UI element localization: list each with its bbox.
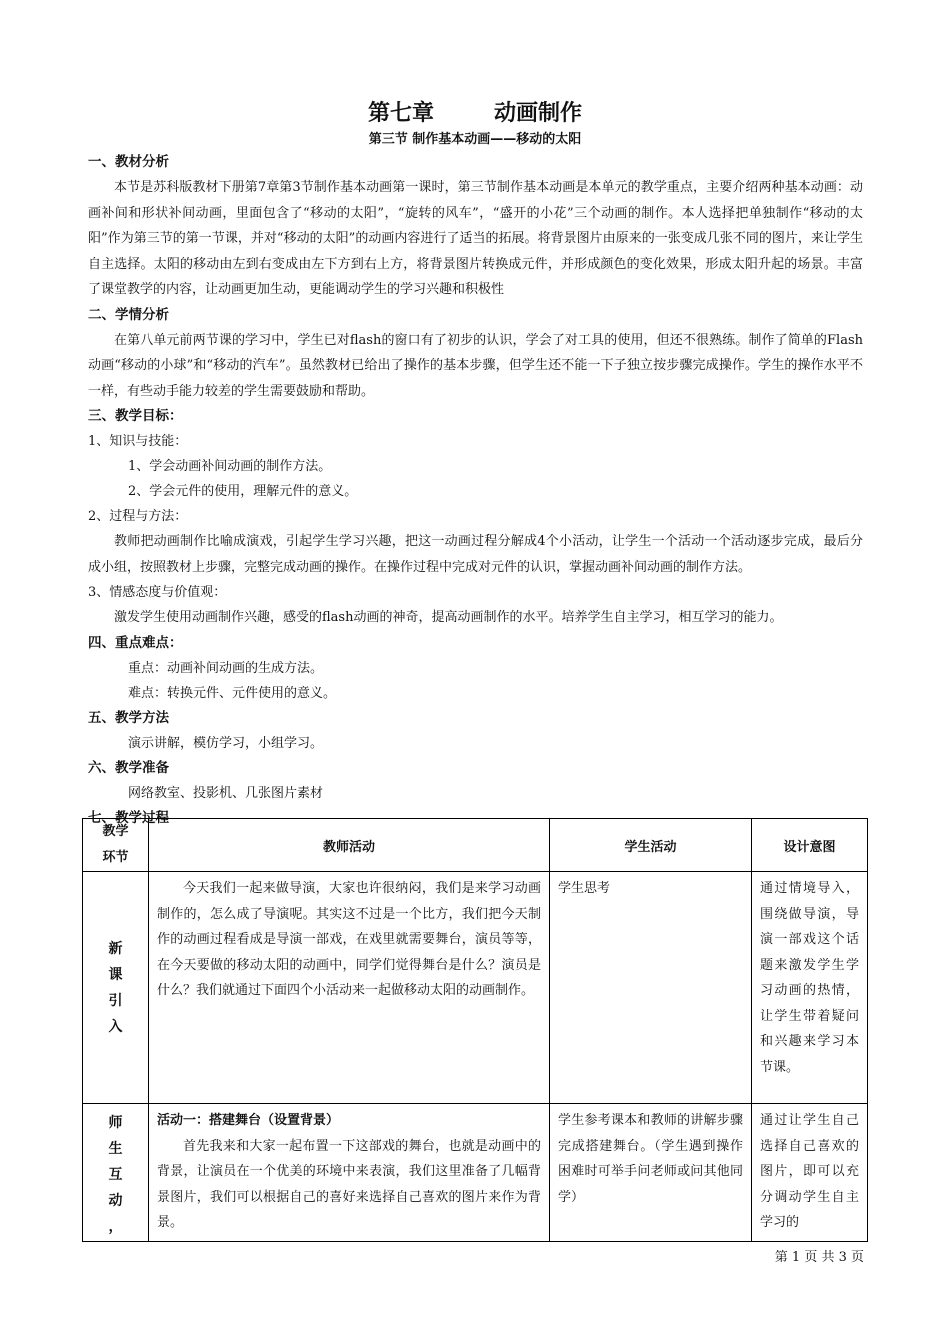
goal-process-label: 2、过程与方法：: [88, 509, 188, 524]
teacher-activity-text: 首先我来和大家一起布置一下这部戏的舞台，也就是动画中的背景，让演员在一个优美的环境中来表演，我们这里准备了几幅背景图片，我们可以根据自己的喜好来选择自己喜欢的图片来作为背景。: [157, 1138, 541, 1230]
teacher-activity-text: 今天我们一起来做导演，大家也许很纳闷，我们是来学习动画制作的，怎么成了导演呢。其实这不过是一个比方，我们把今天制作的动画过程看成是导演一部戏，在戏里就需要舞台，演员等等，在今天要做的移动太阳的动画中，同学们觉得舞台是什么？演员是什么？我们就通过下面四个小活动来一起做移动太阳的动画制作。: [157, 881, 541, 998]
stage-char: 动: [108, 1193, 123, 1209]
stage-char: ，: [108, 1219, 123, 1235]
teacher-activity-cell: [149, 1104, 550, 1242]
page-title: [0, 96, 950, 127]
chapter-number: 第七章: [367, 101, 434, 126]
page-subtitle: 第三节 制作基本动画——移动的太阳: [368, 132, 582, 147]
student-activity-text: 学生思考: [558, 881, 611, 896]
goal-attitude-text: 激发学生使用动画制作兴趣，感受的flash动画的神奇，提高动画制作的水平。培养学生自主学习，相互学习的能力。: [114, 610, 783, 625]
goal-attitude-label: 3、情感态度与价值观：: [88, 585, 227, 600]
header-stage: [83, 819, 149, 872]
section-heading-students: 二、学情分析: [88, 306, 169, 323]
header-student-activity: 学生活动: [550, 819, 752, 872]
stage-char: 生: [108, 1141, 123, 1157]
activity-title: 活动一：搭建舞台（设置背景）: [157, 1113, 340, 1128]
stage-interaction: [83, 1104, 149, 1242]
goal-knowledge-item-1: 1、学会动画补间动画的制作方法。: [128, 459, 332, 474]
stage-intro: [83, 872, 149, 1104]
stage-char: 引: [108, 992, 123, 1009]
stage-char: 入: [108, 1018, 123, 1035]
header-stage-line-2: 环节: [102, 850, 129, 865]
chapter-name: 动画制作: [494, 101, 583, 126]
stage-char: 互: [108, 1167, 123, 1183]
stage-char: 师: [108, 1115, 123, 1131]
methods-text: 演示讲解，模仿学习，小组学习。: [128, 735, 324, 751]
student-activity-cell: [550, 1104, 752, 1242]
key-point-text: 重点：动画补间动画的生成方法。: [128, 660, 324, 676]
section-heading-preparation: 六、教学准备: [88, 759, 169, 776]
stage-char: 课: [108, 966, 123, 983]
design-intent-cell: [752, 872, 868, 1104]
material-analysis-text: 本节是苏科版教材下册第7章第3节制作基本动画第一课时，第三节制作基本动画是本单元的教学重点，主要介绍两种基本动画：动画补间和形状补间动画，里面包含了“移动的太阳”，“旋转的风车”，“盛开的小花”三个动画的制作。本人选择把单独制作“移动的太阳”作为第三节的第一节课，并对“移动的太阳”的动画内容进行了适当的拓展。将背景图片由原来的一张变成几张不同的图片，来让学生自主选择。太阳的移动由左到右变成由左下方到右上方，将背景图片转换成元件，并形成颜色的变化效果，形成太阳升起的场景。丰富了课堂教学的内容，让动画更加生动，更能调动学生的学习兴趣和积极性: [88, 180, 863, 297]
table-row: [83, 1104, 868, 1242]
section-heading-material: 一、教材分析: [88, 154, 169, 170]
teacher-activity-cell: [149, 872, 550, 1104]
preparation-text: 网络教室、投影机、几张图片素材: [128, 785, 324, 801]
design-intent-text: 通过让学生自己选择自己喜欢的图片，即可以充分调动学生自主学习的: [760, 1113, 859, 1230]
header-design-intent: 设计意图: [752, 819, 868, 872]
header-stage-line-1: 教学: [102, 824, 129, 839]
goal-knowledge-label: 1、知识与技能：: [88, 434, 188, 449]
design-intent-cell: [752, 1104, 868, 1242]
table-header-row: [83, 819, 868, 872]
student-analysis-text: 在第八单元前两节课的学习中，学生已对flash的窗口有了初步的认识，学会了对工具的使用，但还不很熟练。制作了简单的Flash动画“移动的小球”和“移动的汽车”。虽然教材已给出了操作的基本步骤，但学生还不能一下子独立按步骤完成操作。学生的操作水平不一样，有些动手能力较差的学生需要鼓励和帮助。: [88, 332, 863, 399]
goal-knowledge-item-2: 2、学会元件的使用，理解元件的意义。: [128, 484, 358, 499]
section-heading-keypoints: 四、重点难点：: [88, 634, 183, 651]
design-intent-text: 通过情境导入，围绕做导演，导演一部戏这个话题来激发学生学习动画的热情，让学生带着疑问和兴趣来学习本节课。: [760, 881, 859, 1075]
stage-char: 新: [108, 940, 123, 957]
teaching-process-table: [82, 818, 868, 1242]
table-row: [83, 872, 868, 1104]
goal-process-text: 教师把动画制作比喻成演戏，引起学生学习兴趣，把这一动画过程分解成4个小活动，让学生一个活动一个活动逐步完成，最后分成小组，按照教材上步骤，完整完成动画的操作。在操作过程中完成对元件的认识，掌握动画补间动画的制作方法。: [88, 534, 863, 575]
student-activity-text: 学生参考课本和教师的讲解步骤完成搭建舞台。（学生遇到操作困难时可举手问老师或问其他同学）: [558, 1113, 743, 1205]
page-number: 第 1 页 共 3 页: [774, 1250, 864, 1265]
student-activity-cell: [550, 872, 752, 1104]
section-heading-goals: 三、教学目标：: [88, 408, 183, 424]
lesson-plan-body: [88, 150, 863, 831]
difficult-point-text: 难点：转换元件、元件使用的意义。: [128, 685, 337, 701]
section-heading-process: 七、教学过程: [88, 809, 169, 826]
section-heading-methods: 五、教学方法: [88, 709, 169, 726]
header-teacher-activity: 教师活动: [149, 819, 550, 872]
